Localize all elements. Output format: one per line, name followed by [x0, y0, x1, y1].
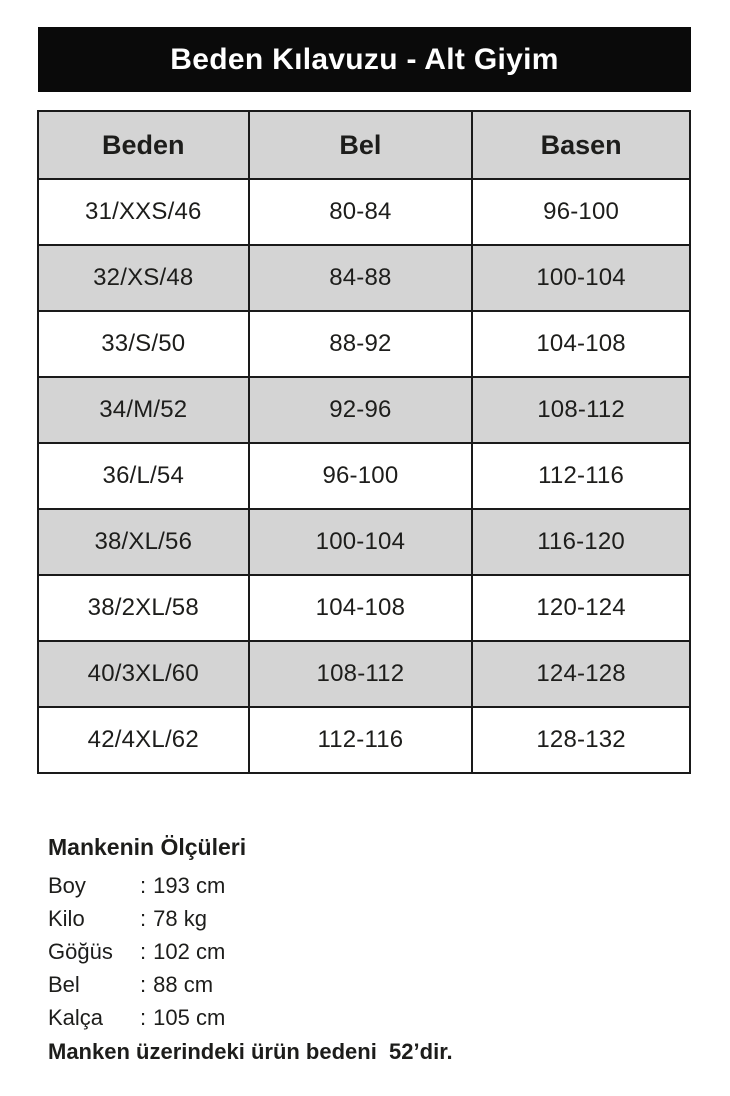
measurement-separator: : [140, 972, 147, 997]
column-header-beden: Beden [38, 111, 249, 179]
cell-size: 32/XS/48 [38, 245, 249, 311]
cell-hip: 96-100 [472, 179, 690, 245]
cell-hip: 108-112 [472, 377, 690, 443]
size-guide-table [37, 110, 691, 774]
table-row [38, 707, 690, 773]
cell-size: 36/L/54 [38, 443, 249, 509]
cell-size: 42/4XL/62 [38, 707, 249, 773]
cell-hip: 112-116 [472, 443, 690, 509]
measurement-separator: : [140, 873, 147, 898]
cell-hip: 100-104 [472, 245, 690, 311]
measurement-row-kalca [48, 1001, 688, 1034]
column-header-basen: Basen [472, 111, 690, 179]
measurement-label: Bel [48, 972, 80, 997]
column-header-bel: Bel [249, 111, 473, 179]
cell-hip: 120-124 [472, 575, 690, 641]
cell-waist: 80-84 [249, 179, 473, 245]
product-size-note: Manken üzerindeki ürün bedeni 52’dir. [48, 1039, 453, 1064]
table-row [38, 179, 690, 245]
measurement-label: Kalça [48, 1005, 104, 1030]
cell-waist: 88-92 [249, 311, 473, 377]
measurement-row-kilo [48, 902, 688, 935]
measurement-value: 78 kg [153, 906, 207, 931]
measurement-row-gogus [48, 935, 688, 968]
cell-size: 40/3XL/60 [38, 641, 249, 707]
measurement-row-bel [48, 968, 688, 1001]
table-row [38, 443, 690, 509]
cell-waist: 104-108 [249, 575, 473, 641]
table-row [38, 575, 690, 641]
page-title: Beden Kılavuzu - Alt Giyim [170, 42, 559, 76]
table-row [38, 311, 690, 377]
measurement-separator: : [140, 939, 147, 964]
cell-waist: 96-100 [249, 443, 473, 509]
cell-hip: 116-120 [472, 509, 690, 575]
cell-size: 33/S/50 [38, 311, 249, 377]
cell-size: 38/XL/56 [38, 509, 249, 575]
measurement-value: 105 cm [153, 1005, 226, 1030]
measurements-heading: Mankenin Ölçüleri [48, 834, 247, 860]
cell-waist: 108-112 [249, 641, 473, 707]
cell-hip: 124-128 [472, 641, 690, 707]
measurement-separator: : [140, 906, 147, 931]
cell-waist: 112-116 [249, 707, 473, 773]
title-banner [38, 27, 691, 92]
measurement-label: Kilo [48, 906, 85, 931]
measurement-separator: : [140, 1005, 147, 1030]
cell-hip: 104-108 [472, 311, 690, 377]
cell-hip: 128-132 [472, 707, 690, 773]
model-measurements-section [48, 834, 688, 1068]
measurement-value: 102 cm [153, 939, 226, 964]
cell-waist: 84-88 [249, 245, 473, 311]
table-header-row [38, 111, 690, 179]
table-row [38, 641, 690, 707]
cell-size: 38/2XL/58 [38, 575, 249, 641]
measurement-row-boy [48, 869, 688, 902]
table-row [38, 509, 690, 575]
cell-size: 31/XXS/46 [38, 179, 249, 245]
table-row [38, 377, 690, 443]
measurement-value: 193 cm [153, 873, 226, 898]
cell-size: 34/M/52 [38, 377, 249, 443]
measurement-label: Boy [48, 873, 86, 898]
measurement-value: 88 cm [153, 972, 214, 997]
cell-waist: 100-104 [249, 509, 473, 575]
measurement-label: Göğüs [48, 939, 113, 964]
cell-waist: 92-96 [249, 377, 473, 443]
table-row [38, 245, 690, 311]
